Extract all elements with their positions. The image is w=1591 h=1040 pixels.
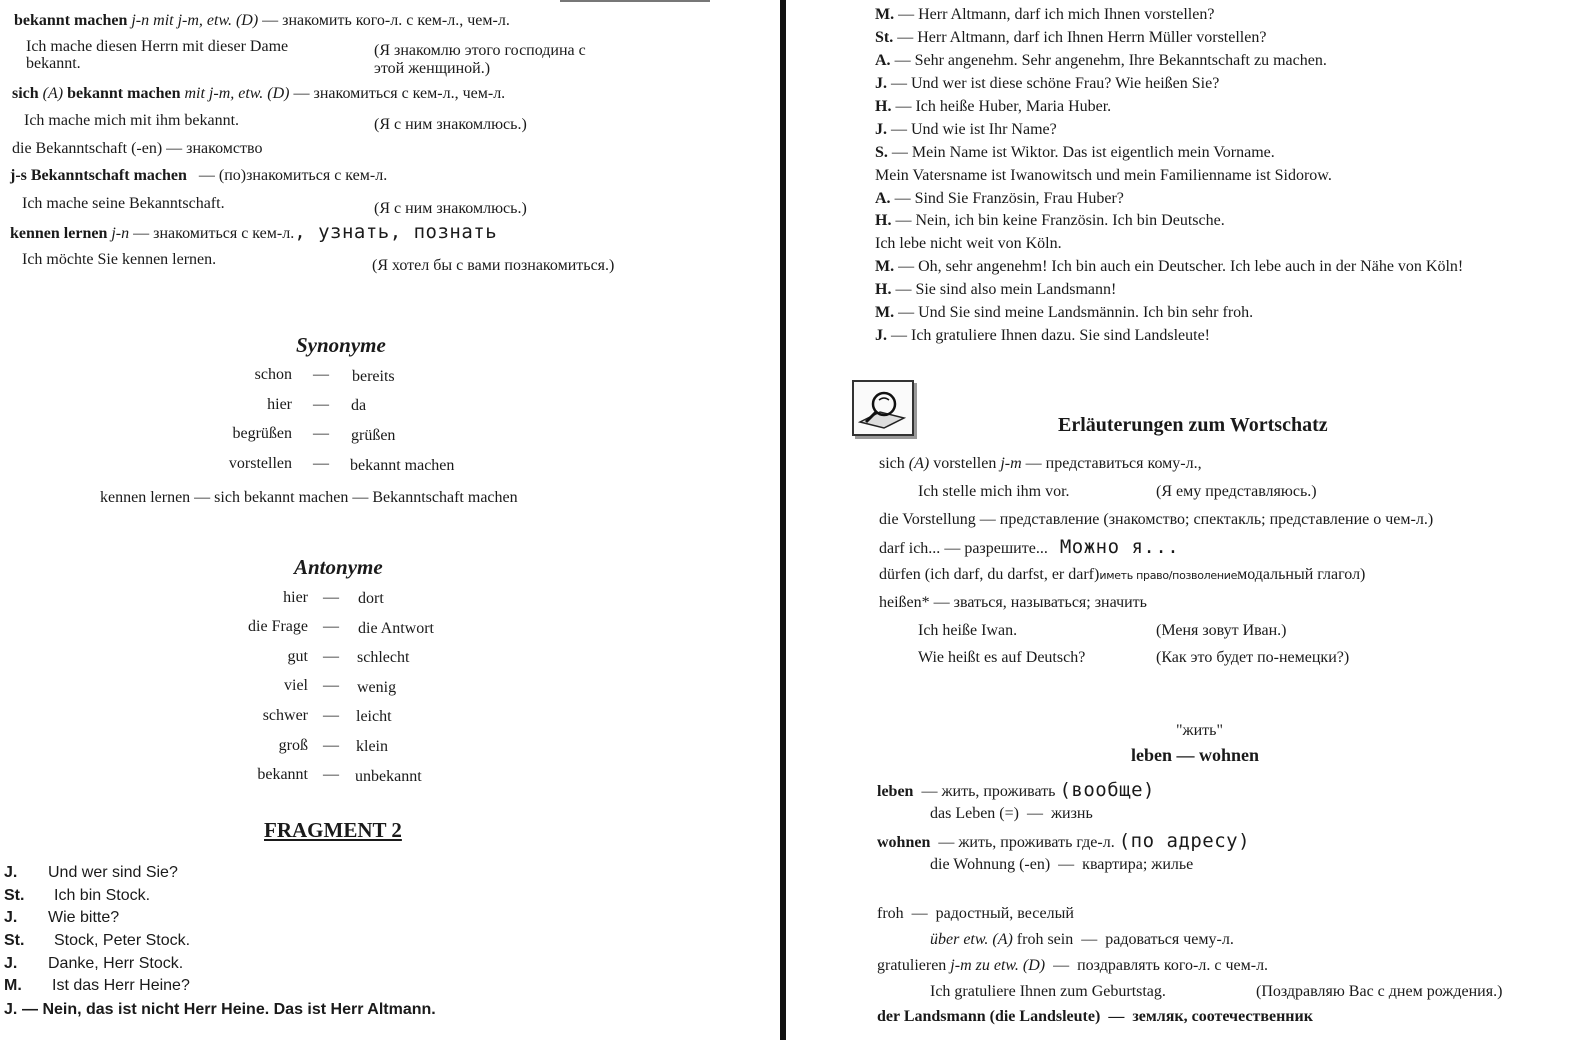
antonym-word: hier: [283, 589, 308, 606]
dialog-line: [875, 75, 1219, 93]
leben-wohnen-heading: leben — wohnen: [1131, 745, 1260, 765]
handwritten-note: (по адресу): [1118, 830, 1251, 852]
dialog-line: J.: [4, 1001, 18, 1018]
froh-entry: froh — радостный, веселый: [877, 905, 1074, 922]
dialog-text: — Und wie ist Ihr Name?: [891, 121, 1057, 138]
dialog-line: J.: [4, 955, 18, 972]
vocab-example-ru: (Я с ним знакомлюсь.): [374, 116, 527, 133]
erl-example-de: Ich heiße Iwan.: [918, 622, 1018, 639]
dialog-text: — Nein, ich bin keine Französin. Ich bin Deutsche.: [895, 212, 1225, 229]
antonym-dash: —: [323, 677, 339, 694]
dialog-text: — Und wer ist diese schöne Frau? Wie heißen Sie?: [891, 75, 1220, 92]
vocab-entry: die Bekanntschaft (-en) — знакомство: [12, 140, 263, 157]
vocab-example-ru-cont: этой женщиной.): [374, 60, 491, 77]
synonyme-heading: Synonyme: [296, 333, 386, 357]
synonym-word: grüßen: [351, 427, 396, 444]
synonym-dash: —: [313, 396, 329, 413]
speaker-label: J.: [875, 327, 887, 344]
vocab-example-de-cont: bekannt.: [26, 55, 81, 72]
antonym-dash: —: [323, 589, 339, 606]
dialog-line: [875, 98, 1111, 116]
antonym-word: bekannt: [257, 766, 308, 783]
antonym-dash: —: [323, 707, 339, 724]
wohnen-entry: wohnen — жить, проживать где-л. (по адресу): [877, 830, 1251, 852]
speaker-label: A.: [875, 52, 891, 69]
magnifier-book-icon: [852, 380, 914, 436]
dialog-line: [875, 29, 1266, 47]
handwritten-note: (вообще): [1059, 779, 1155, 801]
antonym-word: die Antwort: [358, 620, 434, 637]
antonym-dash: —: [323, 618, 339, 635]
dialog-line: [875, 212, 1225, 230]
dialog-line: St.: [4, 932, 25, 949]
antonyme-heading: Antonyme: [294, 555, 383, 579]
dialog-line: [875, 235, 1062, 253]
dialog-line: J.: [4, 909, 18, 926]
vocab-example-ru: (Я с ним знакомлюсь.): [374, 200, 527, 217]
antonym-word: viel: [284, 677, 308, 694]
zhit-heading: "жить": [1176, 722, 1223, 739]
synonym-word: schon: [254, 366, 292, 383]
vocab-entry: bekannt machen j-n mit j-m, etw. (D) — знакомить кого-л. с кем-л., чем-л.: [14, 12, 510, 29]
antonym-word: gut: [287, 648, 308, 665]
dialog-line: [875, 121, 1057, 139]
erl-entry: darf ich... — разрешите... Можно я...: [879, 536, 1180, 558]
antonym-dash: —: [323, 648, 339, 665]
synonym-dash: —: [313, 455, 329, 472]
synonym-dash: —: [313, 425, 329, 442]
wohnen-sub: die Wohnung (-en) — квартира; жилье: [930, 856, 1194, 873]
speaker-label: H.: [875, 212, 892, 229]
vocab-example-de: Ich mache seine Bekanntschaft.: [22, 195, 225, 212]
antonym-dash: —: [323, 737, 339, 754]
antonym-dash: —: [323, 766, 339, 783]
antonym-word: dort: [358, 590, 384, 607]
dialog-line: [875, 190, 1124, 208]
leben-sub: das Leben (=) — жизнь: [930, 805, 1093, 822]
vocab-example-de: Ich möchte Sie kennen lernen.: [22, 251, 217, 268]
speaker-label: S.: [875, 144, 888, 161]
synonym-word: bekannt machen: [350, 457, 455, 474]
dialog-line: [875, 281, 1116, 299]
vocab-example-de: Ich mache diesen Herrn mit dieser Dame: [26, 38, 289, 55]
vocab-entry: j-s Bekanntschaft machen — (по)знакомиться с кем-л.: [10, 167, 388, 184]
gratulieren-example-ru: (Поздравляю Вас с днем рождения.): [1256, 983, 1503, 1000]
antonym-word: schlecht: [357, 649, 410, 666]
speaker-label: H.: [875, 98, 892, 115]
speaker-label: A.: [875, 190, 891, 207]
speaker-label: H.: [875, 281, 892, 298]
speaker-label: J.: [875, 75, 887, 92]
dialog-text: Ich bin Stock.: [54, 887, 151, 904]
antonym-word: die Frage: [248, 618, 308, 635]
synonym-word: hier: [267, 396, 292, 413]
handwritten-note: иметь право/позволение: [1099, 569, 1238, 582]
dialog-line: [875, 6, 1214, 24]
synonym-chain: kennen lernen — sich bekannt machen — Bekanntschaft machen: [100, 489, 518, 506]
dialog-text: — Nein, das ist nicht Herr Heine. Das ist Herr Altmann.: [22, 1001, 436, 1018]
synonym-word: vorstellen: [228, 455, 292, 472]
dialog-text: — Sie sind also mein Landsmann!: [895, 281, 1117, 298]
antonym-word: leicht: [356, 708, 392, 725]
dialog-text: Stock, Peter Stock.: [54, 932, 191, 949]
dialog-text: Danke, Herr Stock.: [48, 955, 184, 972]
gratulieren-entry: gratulieren j-m zu etw. (D) — поздравлять кого-л. с чем-л.: [877, 957, 1269, 974]
dialog-line: St.: [4, 887, 25, 904]
dialog-text: Und wer sind Sie?: [48, 864, 178, 881]
landsmann-entry: der Landsmann (die Landsleute) — земляк, соотечественник: [877, 1008, 1313, 1025]
erl-entry: heißen* — зваться, называться; значить: [879, 594, 1147, 611]
handwritten-note: Можно я...: [1059, 536, 1180, 558]
erl-example-ru: (Меня зовут Иван.): [1156, 622, 1287, 639]
dialog-text: Ist das Herr Heine?: [52, 977, 190, 994]
speaker-label: M.: [875, 304, 895, 321]
vocab-entry: sich (A) bekannt machen mit j-m, etw. (D) — знакомиться с кем-л., чем-л.: [12, 85, 506, 102]
fragment-heading: FRAGMENT 2: [264, 818, 402, 842]
dialog-line: M.: [4, 977, 22, 994]
erl-example-ru: (Как это будет по-немецки?): [1156, 649, 1350, 666]
dialog-line: [875, 258, 1463, 276]
vocab-example-ru: (Я хотел бы с вами познакомиться.): [372, 257, 615, 274]
dialog-line: [875, 52, 1327, 70]
dialog-line: [875, 144, 1275, 162]
erl-entry: dürfen (ich darf, du darfst, er darf)иметь право/позволениемодальный глагол): [879, 566, 1366, 583]
erl-example-de: Wie heißt es auf Deutsch?: [918, 649, 1086, 666]
antonym-word: klein: [356, 738, 388, 755]
synonym-word: bereits: [352, 368, 395, 385]
antonym-word: wenig: [357, 679, 397, 696]
dialog-line: [875, 304, 1253, 322]
antonym-word: schwer: [262, 707, 308, 724]
antonym-word: groß: [278, 737, 308, 754]
dialog-text: Mein Vatersname ist Iwanowitsch und mein Familienname ist Sidorow.: [875, 167, 1332, 184]
dialog-text: Wie bitte?: [48, 909, 120, 926]
dialog-line: [875, 167, 1332, 185]
left-page: [0, 0, 780, 1040]
froh-sub: über etw. (A) froh sein — радоваться чему-л.: [930, 931, 1234, 948]
erl-example-de: Ich stelle mich ihm vor.: [918, 483, 1070, 500]
dialog-text: — Und Sie sind meine Landsmännin. Ich bin sehr froh.: [898, 304, 1254, 321]
speaker-label: M.: [875, 258, 895, 275]
dialog-text: — Sind Sie Französin, Frau Huber?: [894, 190, 1124, 207]
gratulieren-example-de: Ich gratuliere Ihnen zum Geburtstag.: [930, 983, 1166, 1000]
dialog-text: — Ich gratuliere Ihnen dazu. Sie sind Landsleute!: [891, 327, 1210, 344]
dialog-text: — Oh, sehr angenehm! Ich bin auch ein Deutscher. Ich lebe auch in der Nähe von Köln!: [898, 258, 1464, 275]
dialog-text: — Herr Altmann, darf ich Ihnen Herrn Müller vorstellen?: [897, 29, 1267, 46]
vocab-example-ru: (Я знакомлю этого господина с: [374, 42, 586, 59]
speaker-label: J.: [875, 121, 887, 138]
antonym-word: unbekannt: [355, 768, 422, 785]
speaker-label: M.: [875, 6, 895, 23]
speaker-label: St.: [875, 29, 894, 46]
vocab-entry: kennen lernen j-n — знакомиться с кем-л., узнать, познать: [10, 221, 498, 243]
synonym-word: begrüßen: [232, 425, 292, 442]
dialog-text: — Ich heiße Huber, Maria Huber.: [895, 98, 1112, 115]
erl-entry: die Vorstellung — представление (знакомство; спектакль; представление о чем-л.): [879, 511, 1434, 528]
dialog-text: Ich lebe nicht weit von Köln.: [875, 235, 1062, 252]
dialog-text: — Mein Name ist Wiktor. Das ist eigentlich mein Vorname.: [891, 144, 1275, 161]
leben-entry: leben — жить, проживать (вообще): [877, 779, 1155, 801]
erl-example-ru: (Я ему представляюсь.): [1156, 483, 1317, 500]
synonym-word: da: [351, 397, 367, 414]
handwritten-note: , узнать, познать: [294, 221, 498, 243]
vocab-example-de: Ich mache mich mit ihm bekannt.: [24, 112, 240, 129]
dialog-line: [875, 327, 1210, 345]
dialog-text: — Herr Altmann, darf ich mich Ihnen vorstellen?: [898, 6, 1215, 23]
dialog-line: J.: [4, 864, 18, 881]
dialog-text: — Sehr angenehm. Sehr angenehm, Ihre Bekanntschaft zu machen.: [894, 52, 1327, 69]
erlaeuterungen-heading: Erläuterungen zum Wortschatz: [1058, 414, 1328, 436]
erl-entry: sich (A) vorstellen j-m — представиться кому-л.,: [879, 455, 1202, 472]
synonym-dash: —: [313, 366, 329, 383]
